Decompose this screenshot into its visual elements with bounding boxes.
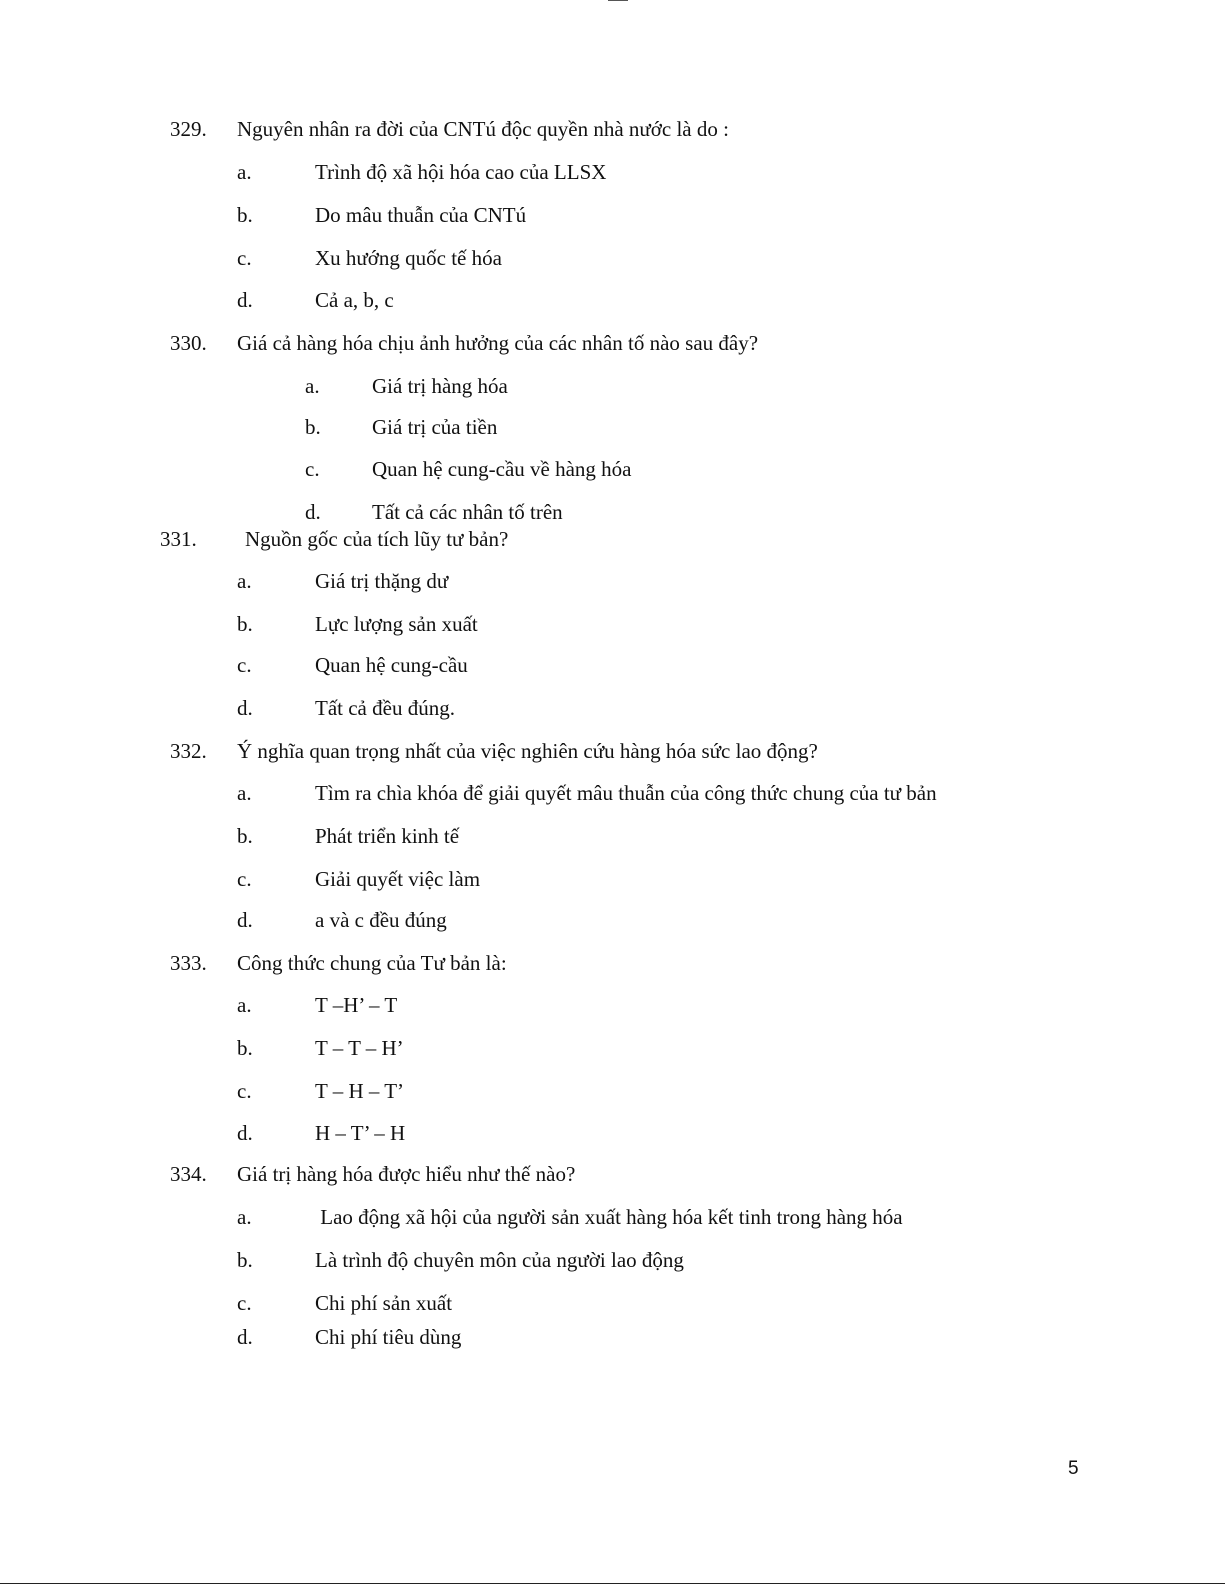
option-text: Chi phí sản xuất xyxy=(315,1291,453,1315)
option-label: d. xyxy=(305,500,321,524)
option-text: Do mâu thuẫn của CNTú xyxy=(315,203,527,227)
question-text: Nguồn gốc của tích lũy tư bản? xyxy=(245,527,509,551)
question-text: Giá trị hàng hóa được hiểu như thế nào? xyxy=(237,1162,576,1186)
top-edge-mark xyxy=(608,0,628,1)
option-label: d. xyxy=(237,288,253,312)
option-text: Giá trị của tiền xyxy=(372,415,498,439)
question-text: Ý nghĩa quan trọng nhất của việc nghiên cứu hàng hóa sức lao động? xyxy=(237,739,818,763)
question-number: 333. xyxy=(170,951,207,975)
option-label: a. xyxy=(237,569,252,593)
option-text: Giá trị hàng hóa xyxy=(372,374,508,398)
option-text: Lao động xã hội của người sản xuất hàng hóa kết tinh trong hàng hóa xyxy=(315,1205,903,1229)
option-label: b. xyxy=(237,1036,253,1060)
option-text: Quan hệ cung-cầu về hàng hóa xyxy=(372,457,632,481)
option-text: Tất cả các nhân tố trên xyxy=(372,500,563,524)
option-label: a. xyxy=(237,993,252,1017)
option-label: d. xyxy=(237,1325,253,1349)
option-text: Tìm ra chìa khóa để giải quyết mâu thuẫn của công thức chung của tư bản xyxy=(315,781,937,805)
option-text: Cả a, b, c xyxy=(315,288,394,312)
option-text: Chi phí tiêu dùng xyxy=(315,1325,462,1349)
option-label: a. xyxy=(305,374,320,398)
option-text: Phát triển kinh tế xyxy=(315,824,460,848)
option-label: c. xyxy=(237,867,252,891)
option-label: c. xyxy=(237,653,252,677)
question-number: 329. xyxy=(170,117,207,141)
question-number: 332. xyxy=(170,739,207,763)
option-label: c. xyxy=(305,457,320,481)
option-text: Là trình độ chuyên môn của người lao động xyxy=(315,1248,684,1272)
option-label: b. xyxy=(305,415,321,439)
option-text: a và c đều đúng xyxy=(315,908,447,932)
option-text: T – T – H’ xyxy=(315,1036,404,1060)
option-label: d. xyxy=(237,696,253,720)
option-label: b. xyxy=(237,824,253,848)
question-text: Giá cả hàng hóa chịu ảnh hưởng của các nhân tố nào sau đây? xyxy=(237,331,759,355)
question-text: Nguyên nhân ra đời của CNTú độc quyền nhà nước là do : xyxy=(237,117,729,141)
option-label: c. xyxy=(237,1079,252,1103)
option-label: b. xyxy=(237,1248,253,1272)
question-number: 331. xyxy=(160,527,197,551)
option-label: a. xyxy=(237,1205,252,1229)
option-text: Giải quyết việc làm xyxy=(315,867,481,891)
option-text: T – H – T’ xyxy=(315,1079,405,1103)
option-text: Giá trị thặng dư xyxy=(315,569,449,593)
option-label: c. xyxy=(237,1291,252,1315)
option-label: a. xyxy=(237,160,252,184)
option-text: Lực lượng sản xuất xyxy=(315,612,478,636)
question-text: Công thức chung của Tư bản là: xyxy=(237,951,507,975)
option-text: Quan hệ cung-cầu xyxy=(315,653,468,677)
bottom-border xyxy=(0,1583,1225,1584)
option-label: a. xyxy=(237,781,252,805)
option-label: b. xyxy=(237,203,253,227)
option-label: b. xyxy=(237,612,253,636)
question-number: 334. xyxy=(170,1162,207,1186)
option-text: T –H’ – T xyxy=(315,993,398,1017)
option-text: H – T’ – H xyxy=(315,1121,406,1145)
option-text: Tất cả đều đúng. xyxy=(315,696,455,720)
option-label: d. xyxy=(237,1121,253,1145)
option-label: d. xyxy=(237,908,253,932)
page-number: 5 xyxy=(1068,1458,1079,1479)
option-text: Trình độ xã hội hóa cao của LLSX xyxy=(315,160,607,184)
option-label: c. xyxy=(237,246,252,270)
question-number: 330. xyxy=(170,331,207,355)
option-text: Xu hướng quốc tế hóa xyxy=(315,246,502,270)
